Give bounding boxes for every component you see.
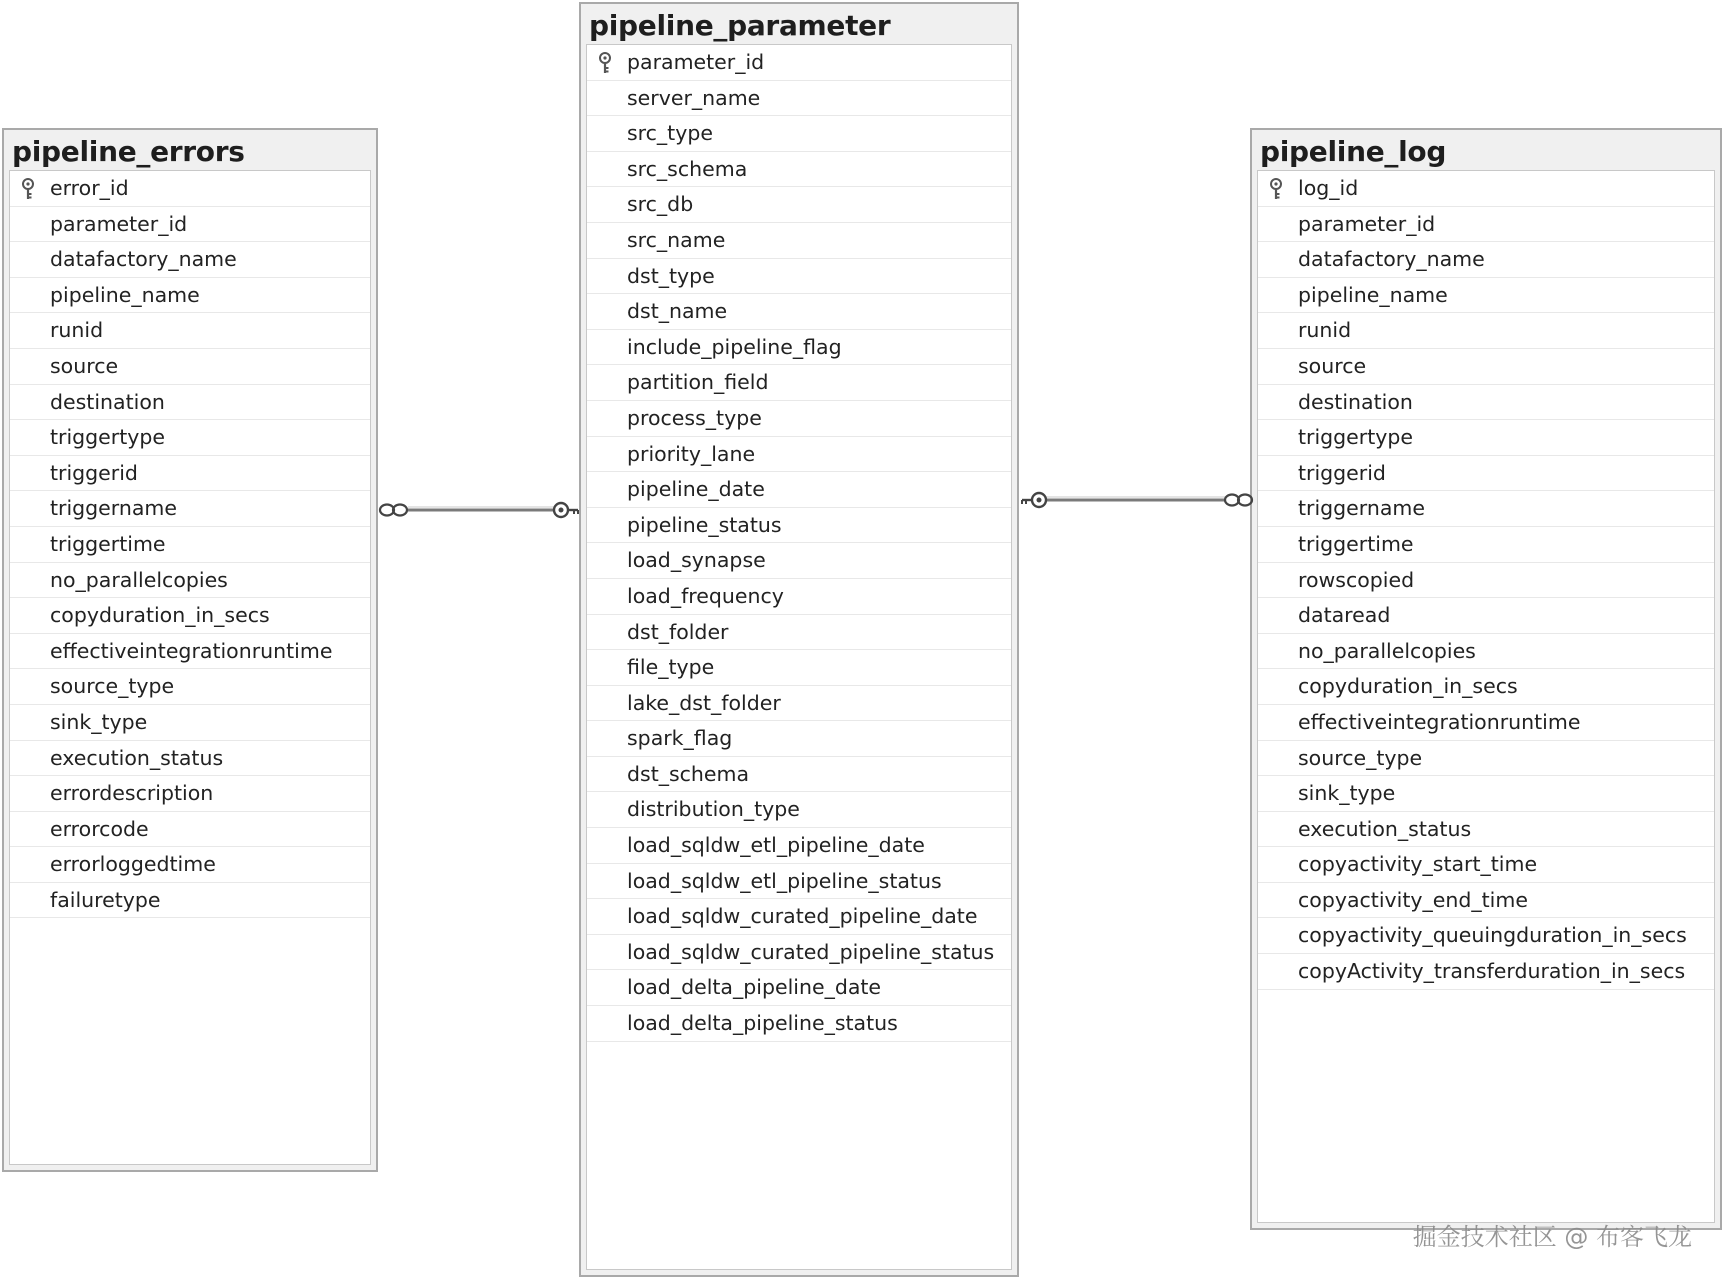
column-row[interactable]: [10, 563, 370, 599]
column-row[interactable]: [1258, 705, 1714, 741]
column-name: destination: [1298, 389, 1413, 414]
column-row[interactable]: [587, 757, 1011, 793]
column-row[interactable]: [10, 420, 370, 456]
column-name: process_type: [627, 405, 762, 430]
column-row[interactable]: [587, 935, 1011, 971]
column-name: dst_type: [627, 263, 715, 288]
column-name: src_db: [627, 192, 694, 217]
column-name: spark_flag: [627, 726, 733, 751]
table-title: pipeline_errors: [12, 135, 245, 168]
column-name: pipeline_name: [50, 282, 200, 307]
column-row[interactable]: [587, 615, 1011, 651]
column-name: execution_status: [50, 745, 224, 770]
table-pipeline-log[interactable]: [1250, 128, 1722, 1230]
column-name: triggertime: [50, 531, 166, 556]
column-row[interactable]: [587, 899, 1011, 935]
column-row[interactable]: [587, 472, 1011, 508]
column-name: load_delta_pipeline_status: [627, 1011, 898, 1036]
column-row[interactable]: [587, 401, 1011, 437]
column-row[interactable]: [587, 45, 1011, 81]
column-row[interactable]: [1258, 847, 1714, 883]
column-name: src_schema: [627, 156, 748, 181]
column-name: rowscopied: [1298, 567, 1415, 592]
column-name: source: [50, 353, 119, 378]
column-name: effectiveintegrationruntime: [1298, 709, 1581, 734]
column-name: triggerid: [50, 460, 138, 485]
column-row[interactable]: [1258, 171, 1714, 207]
column-row[interactable]: [587, 543, 1011, 579]
column-name: log_id: [1298, 176, 1359, 200]
column-name: load_sqldw_curated_pipeline_date: [627, 904, 978, 929]
column-name: server_name: [627, 85, 761, 110]
column-row[interactable]: [1258, 598, 1714, 634]
column-row[interactable]: [10, 171, 370, 207]
column-row[interactable]: [10, 776, 370, 812]
column-name: load_sqldw_etl_pipeline_date: [627, 833, 925, 858]
column-row[interactable]: [1258, 242, 1714, 278]
column-name: source: [1298, 353, 1367, 378]
column-row[interactable]: [587, 721, 1011, 757]
column-row[interactable]: [10, 456, 370, 492]
column-name: source_type: [1298, 745, 1423, 770]
column-name: triggertime: [1298, 531, 1414, 556]
relationship-errors-parameter[interactable]: [380, 503, 578, 517]
column-row[interactable]: [587, 259, 1011, 295]
column-name: no_parallelcopies: [1298, 638, 1476, 663]
column-name: sink_type: [1298, 781, 1396, 806]
key-icon: [1022, 493, 1046, 507]
column-name: dst_schema: [627, 761, 750, 786]
table-pipeline-errors[interactable]: [2, 128, 378, 1172]
column-row[interactable]: [587, 116, 1011, 152]
column-name: dst_folder: [627, 619, 729, 644]
column-name: triggername: [1298, 496, 1426, 521]
infinity-icon: [1225, 495, 1252, 506]
column-list: [1257, 170, 1715, 1223]
infinity-icon: [380, 505, 407, 516]
column-name: copyduration_in_secs: [1298, 674, 1518, 699]
column-name: copyactivity_start_time: [1298, 852, 1538, 877]
column-name: load_delta_pipeline_date: [627, 975, 882, 1000]
column-name: runid: [50, 318, 104, 343]
column-name: lake_dst_folder: [627, 690, 781, 715]
column-name: src_type: [627, 121, 713, 146]
column-name: load_sqldw_curated_pipeline_status: [627, 939, 995, 964]
column-name: include_pipeline_flag: [627, 334, 842, 359]
column-row[interactable]: [1258, 349, 1714, 385]
watermark: 掘金技术社区 @ 布客飞龙: [1412, 1223, 1692, 1251]
column-name: failuretype: [50, 887, 161, 912]
column-name: file_type: [627, 655, 715, 680]
column-row[interactable]: [1258, 491, 1714, 527]
column-row[interactable]: [587, 365, 1011, 401]
column-row[interactable]: [587, 864, 1011, 900]
column-list: [9, 170, 371, 1165]
column-row[interactable]: [10, 598, 370, 634]
column-row[interactable]: [10, 278, 370, 314]
column-row[interactable]: [10, 242, 370, 278]
column-row[interactable]: [1258, 278, 1714, 314]
column-name: load_frequency: [627, 583, 784, 608]
column-row[interactable]: [10, 349, 370, 385]
column-row[interactable]: [1258, 456, 1714, 492]
column-name: partition_field: [627, 370, 769, 395]
column-name: triggertype: [50, 425, 166, 450]
key-icon: [593, 51, 617, 75]
column-row[interactable]: [1258, 776, 1714, 812]
column-row[interactable]: [10, 669, 370, 705]
column-name: datafactory_name: [50, 247, 237, 272]
column-name: copyactivity_end_time: [1298, 887, 1528, 912]
column-row[interactable]: [587, 970, 1011, 1006]
key-icon: [554, 503, 578, 517]
column-row[interactable]: [1258, 634, 1714, 670]
column-row[interactable]: [1258, 669, 1714, 705]
column-row[interactable]: [10, 741, 370, 777]
column-row[interactable]: [10, 527, 370, 563]
column-row[interactable]: [10, 847, 370, 883]
column-row[interactable]: [1258, 741, 1714, 777]
column-row[interactable]: [1258, 812, 1714, 848]
column-row[interactable]: [587, 650, 1011, 686]
column-row[interactable]: [587, 81, 1011, 117]
column-name: errorcode: [50, 816, 149, 841]
column-row[interactable]: [10, 812, 370, 848]
column-name: parameter_id: [50, 211, 188, 236]
column-name: parameter_id: [1298, 211, 1436, 236]
column-name: pipeline_name: [1298, 282, 1448, 307]
table-title: pipeline_parameter: [589, 9, 891, 42]
column-name: triggertype: [1298, 425, 1414, 450]
relationship-log-parameter[interactable]: [1022, 493, 1252, 507]
column-row[interactable]: [10, 313, 370, 349]
column-name: distribution_type: [627, 797, 800, 822]
column-list: [586, 44, 1012, 1270]
column-row[interactable]: [1258, 420, 1714, 456]
column-row[interactable]: [10, 207, 370, 243]
column-row[interactable]: [587, 330, 1011, 366]
table-title: pipeline_log: [1260, 135, 1447, 168]
column-row[interactable]: [1258, 883, 1714, 919]
column-row[interactable]: [10, 883, 370, 919]
column-name: pipeline_status: [627, 512, 782, 537]
column-name: source_type: [50, 674, 175, 699]
column-row[interactable]: [587, 152, 1011, 188]
column-name: load_sqldw_etl_pipeline_status: [627, 868, 942, 893]
column-name: triggername: [50, 496, 178, 521]
column-row[interactable]: [10, 385, 370, 421]
column-row[interactable]: [1258, 385, 1714, 421]
column-name: destination: [50, 389, 165, 414]
column-row[interactable]: [587, 792, 1011, 828]
column-row[interactable]: [1258, 918, 1714, 954]
column-name: parameter_id: [627, 50, 765, 74]
column-name: runid: [1298, 318, 1352, 343]
column-row[interactable]: [1258, 563, 1714, 599]
column-name: triggerid: [1298, 460, 1386, 485]
column-name: errordescription: [50, 781, 214, 806]
column-name: dst_name: [627, 299, 728, 324]
column-row[interactable]: [587, 579, 1011, 615]
column-name: execution_status: [1298, 816, 1472, 841]
column-row[interactable]: [587, 223, 1011, 259]
column-name: src_name: [627, 227, 726, 252]
column-name: error_id: [50, 176, 129, 200]
column-row[interactable]: [1258, 313, 1714, 349]
column-name: copyactivity_queuingduration_in_secs: [1298, 923, 1687, 948]
key-icon: [16, 177, 40, 201]
column-row[interactable]: [587, 508, 1011, 544]
column-name: sink_type: [50, 709, 148, 734]
column-name: copyActivity_transferduration_in_secs: [1298, 959, 1686, 984]
column-row[interactable]: [587, 187, 1011, 223]
column-name: dataread: [1298, 603, 1391, 628]
column-row[interactable]: [587, 1006, 1011, 1042]
column-row[interactable]: [587, 686, 1011, 722]
column-row[interactable]: [1258, 207, 1714, 243]
column-row[interactable]: [10, 705, 370, 741]
column-row[interactable]: [1258, 527, 1714, 563]
column-row[interactable]: [10, 491, 370, 527]
column-name: effectiveintegrationruntime: [50, 638, 333, 663]
column-name: priority_lane: [627, 441, 756, 466]
key-icon: [1264, 177, 1288, 201]
column-name: copyduration_in_secs: [50, 603, 270, 628]
column-row[interactable]: [587, 437, 1011, 473]
column-row[interactable]: [1258, 954, 1714, 990]
column-name: datafactory_name: [1298, 247, 1485, 272]
column-name: pipeline_date: [627, 477, 765, 502]
column-row[interactable]: [587, 294, 1011, 330]
column-row[interactable]: [587, 828, 1011, 864]
column-name: load_synapse: [627, 548, 766, 573]
column-row[interactable]: [10, 634, 370, 670]
column-name: no_parallelcopies: [50, 567, 228, 592]
column-name: errorloggedtime: [50, 852, 216, 877]
table-pipeline-parameter[interactable]: [579, 2, 1019, 1277]
